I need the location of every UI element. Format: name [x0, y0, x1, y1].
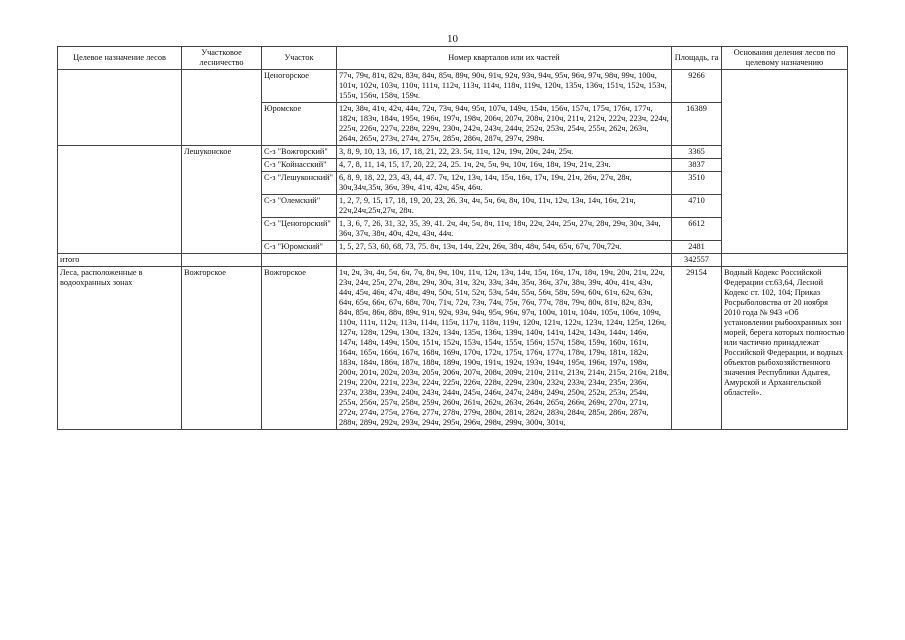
- header-forestry: Участковое лесничество: [182, 47, 262, 70]
- quarters-cell: 1, 5, 27, 53, 60, 68, 73, 75. 8ч, 13ч, 14ч, 22ч, 26ч, 38ч, 48ч, 54ч, 65ч, 67ч, 70ч,72ч.: [337, 241, 672, 254]
- header-quarters: Номер кварталов или их частей: [337, 47, 672, 70]
- area-cell: 3837: [672, 159, 722, 172]
- forestry-cell: [182, 254, 262, 267]
- plot-cell: Ценогорское: [262, 70, 337, 103]
- quarters-cell: 1ч, 2ч, 3ч, 4ч, 5ч, 6ч, 7ч, 8ч, 9ч, 10ч, 11ч, 12ч, 13ч, 14ч, 15ч, 16ч, 17ч, 18ч, 19ч, 20ч, 21ч, 22ч, 23ч, 24ч, 25ч, 27ч, 28ч, 29ч, 30ч, 31ч, 32ч, 33ч, 34ч, 35ч, 36ч, 37ч, 38ч, 39ч, 40ч, 41ч, 43ч, 44ч, 45ч, 46ч, 47ч, 48ч, 49ч, 50ч, 51ч, 52ч, 53ч, 54ч, 55ч, 56ч, 58ч, 59ч, 60ч, 61ч, 62ч, 63ч, 64ч, 65ч, 66ч, 67ч, 68ч, 70ч, 71ч, 72ч, 73ч, 74ч, 75ч, 76ч, 77ч, 78ч, 79ч, 80ч, 81ч, 82ч, 83ч, 84ч, 85ч, 86ч, 88ч, 89ч, 91ч, 92ч, 93ч, 94ч, 95ч, 96ч, 97ч, 100ч, 101ч, 104ч, 105ч, 106ч, 109ч, 110ч, 111ч, 112ч, 113ч, 114ч, 115ч, 117ч, 118ч, 119ч, 120ч, 121ч, 122ч, 123ч, 124ч, 125ч, 126ч, 127ч, 128ч, 129ч, 130ч, 132ч, 134ч, 135ч, 136ч, 139ч, 140ч, 141ч, 142ч, 143ч, 144ч, 146ч, 147ч, 148ч, 149ч, 150ч, 151ч, 152ч, 153ч, 154ч, 155ч, 156ч, 157ч, 158ч, 159ч, 160ч, 161ч, 164ч, 165ч, 166ч, 167ч, 168ч, 169ч, 170ч, 172ч, 175ч, 176ч, 177ч, 178ч, 179ч, 181ч, 182ч, 183ч, 184ч, 186ч, 187ч, 188ч, 189ч, 190ч, 191ч, 192ч, 193ч, 194ч, 195ч, 196ч, 197ч, 198ч, 200ч, 201ч, 202ч, 203ч, 205ч, 206ч, 207ч, 208ч, 209ч, 210ч, 211ч, 213ч, 214ч, 215ч, 216ч, 218ч, 219ч, 220ч, 221ч, 223ч, 224ч, 225ч, 226ч, 228ч, 229ч, 230ч, 232ч, 233ч, 234ч, 235ч, 236ч, 237ч, 238ч, 239ч, 240ч, 243ч, 244ч, 245ч, 246ч, 247ч, 248ч, 249ч, 250ч, 252ч, 253ч, 254ч, 255ч, 256ч, 257ч, 258ч, 259ч, 260ч, 261ч, 262ч, 263ч, 264ч, 265ч, 266ч, 269ч, 270ч, 271ч, 272ч, 274ч, 275ч, 276ч, 277ч, 278ч, 279ч, 280ч, 281ч, 282ч, 283ч, 284ч, 285ч, 286ч, 287ч, 288ч, 289ч, 292ч, 293ч, 294ч, 295ч, 296ч, 298ч, 299ч, 300ч, 301ч,: [337, 267, 672, 430]
- header-plot: Участок: [262, 47, 337, 70]
- plot-cell: Вожгорское: [262, 267, 337, 430]
- area-cell: 4710: [672, 195, 722, 218]
- forestry-cell: Вожгорское: [182, 267, 262, 430]
- table-row: [58, 267, 848, 430]
- header-basis: Основания деления лесов по целевому назначению: [722, 47, 848, 70]
- quarters-cell: 77ч, 79ч, 81ч, 82ч, 83ч, 84ч, 85ч, 89ч, 90ч, 91ч, 92ч, 93ч, 94ч, 95ч, 96ч, 97ч, 98ч, 99ч, 100ч, 101ч, 102ч, 103ч, 110ч, 111ч, 112ч, 113ч, 114ч, 118ч, 119ч, 120ч, 135ч, 136ч, 151ч, 152ч, 153ч, 155ч, 156ч, 158ч, 159ч.: [337, 70, 672, 103]
- header-row: [58, 47, 848, 70]
- basis-cell: [722, 70, 848, 254]
- forest-purpose-table: [57, 46, 848, 430]
- plot-cell: [262, 254, 337, 267]
- header-area: Площадь, га: [672, 47, 722, 70]
- area-cell: 3510: [672, 172, 722, 195]
- total-row: [58, 254, 848, 267]
- purpose-cell: Леса, расположенные в водоохранных зонах: [58, 267, 182, 430]
- quarters-cell: 3, 8, 9, 10, 13, 16, 17, 18, 21, 22, 23. 5ч, 11ч, 12ч, 19ч, 20ч, 24ч, 25ч.: [337, 146, 672, 159]
- forestry-cell: Лешуконское: [182, 146, 262, 254]
- plot-cell: С-з "Койнасский": [262, 159, 337, 172]
- plot-cell: С-з "Ценогорский": [262, 218, 337, 241]
- quarters-cell: 12ч, 38ч, 41ч, 42ч, 44ч, 72ч, 73ч, 94ч, 95ч, 107ч, 149ч, 154ч, 156ч, 157ч, 175ч, 176ч, 177ч, 182ч, 183ч, 184ч, 195ч, 196ч, 197ч, 198ч, 206ч, 207ч, 208ч, 210ч, 211ч, 212ч, 222ч, 223ч, 224ч, 225ч, 226ч, 227ч, 228ч, 229ч, 230ч, 242ч, 243ч, 244ч, 252ч, 253ч, 254ч, 255ч, 262ч, 263ч, 264ч, 265ч, 273ч, 274ч, 275ч, 285ч, 286ч, 287ч, 297ч, 298ч.: [337, 103, 672, 146]
- area-cell: 16389: [672, 103, 722, 146]
- purpose-cell: [58, 70, 182, 146]
- area-cell: 3365: [672, 146, 722, 159]
- area-cell: 29154: [672, 267, 722, 430]
- quarters-cell: 4, 7, 8, 11, 14, 15, 17, 20, 22, 24, 25. 1ч, 2ч, 5ч, 9ч, 10ч, 16ч, 18ч, 19ч, 21ч, 23ч.: [337, 159, 672, 172]
- quarters-cell: 6, 8, 9, 18, 22, 23, 43, 44, 47. 7ч, 12ч, 13ч, 14ч, 15ч, 16ч, 17ч, 19ч, 21ч, 26ч, 27ч, 28ч, 30ч,34ч,35ч, 36ч, 39ч, 41ч, 42ч, 45ч, 46ч.: [337, 172, 672, 195]
- area-cell: 9266: [672, 70, 722, 103]
- total-label: итого: [58, 254, 182, 267]
- basis-cell: [722, 254, 848, 267]
- forestry-cell: [182, 70, 262, 146]
- total-area: 342557: [672, 254, 722, 267]
- plot-cell: С-з "Юромский": [262, 241, 337, 254]
- purpose-cell: [58, 146, 182, 254]
- plot-cell: С-з "Олемский": [262, 195, 337, 218]
- quarters-cell: [337, 254, 672, 267]
- basis-cell: Водный Кодекс Российской Федерации ст.63,64, Лесной Кодекс ст. 102, 104; Приказ Росрыболовства от 20 ноября 2010 года № 943 «Об установлении рыбоохранных зон морей, берега которых полностью или частично принадлежат Российской Федерации, и водных объектов рыбохозяйственного значения Республики Адыгея, Амурской и Архангельской областей».: [722, 267, 848, 430]
- quarters-cell: 1, 3, 6, 7, 26, 31, 32, 35, 39, 41. 2ч, 4ч, 5ч, 8ч, 11ч, 18ч, 22ч, 24ч, 25ч, 27ч, 28ч, 29ч, 30ч, 34ч, 36ч, 37ч, 38ч, 40ч, 42ч, 43ч, 44ч.: [337, 218, 672, 241]
- header-purpose: Целевое назначение лесов: [58, 47, 182, 70]
- table-row: [58, 70, 848, 103]
- plot-cell: С-з "Лешуконский": [262, 172, 337, 195]
- quarters-cell: 1, 2, 7, 9, 15, 17, 18, 19, 20, 23, 26. 3ч, 4ч, 5ч, 6ч, 8ч, 10ч, 11ч, 12ч, 13ч, 14ч, 16ч, 21ч, 22ч,24ч,25ч,27ч, 28ч.: [337, 195, 672, 218]
- plot-cell: Юромское: [262, 103, 337, 146]
- plot-cell: С-з "Вожгорский": [262, 146, 337, 159]
- page-number: 10: [447, 33, 458, 45]
- area-cell: 6612: [672, 218, 722, 241]
- area-cell: 2481: [672, 241, 722, 254]
